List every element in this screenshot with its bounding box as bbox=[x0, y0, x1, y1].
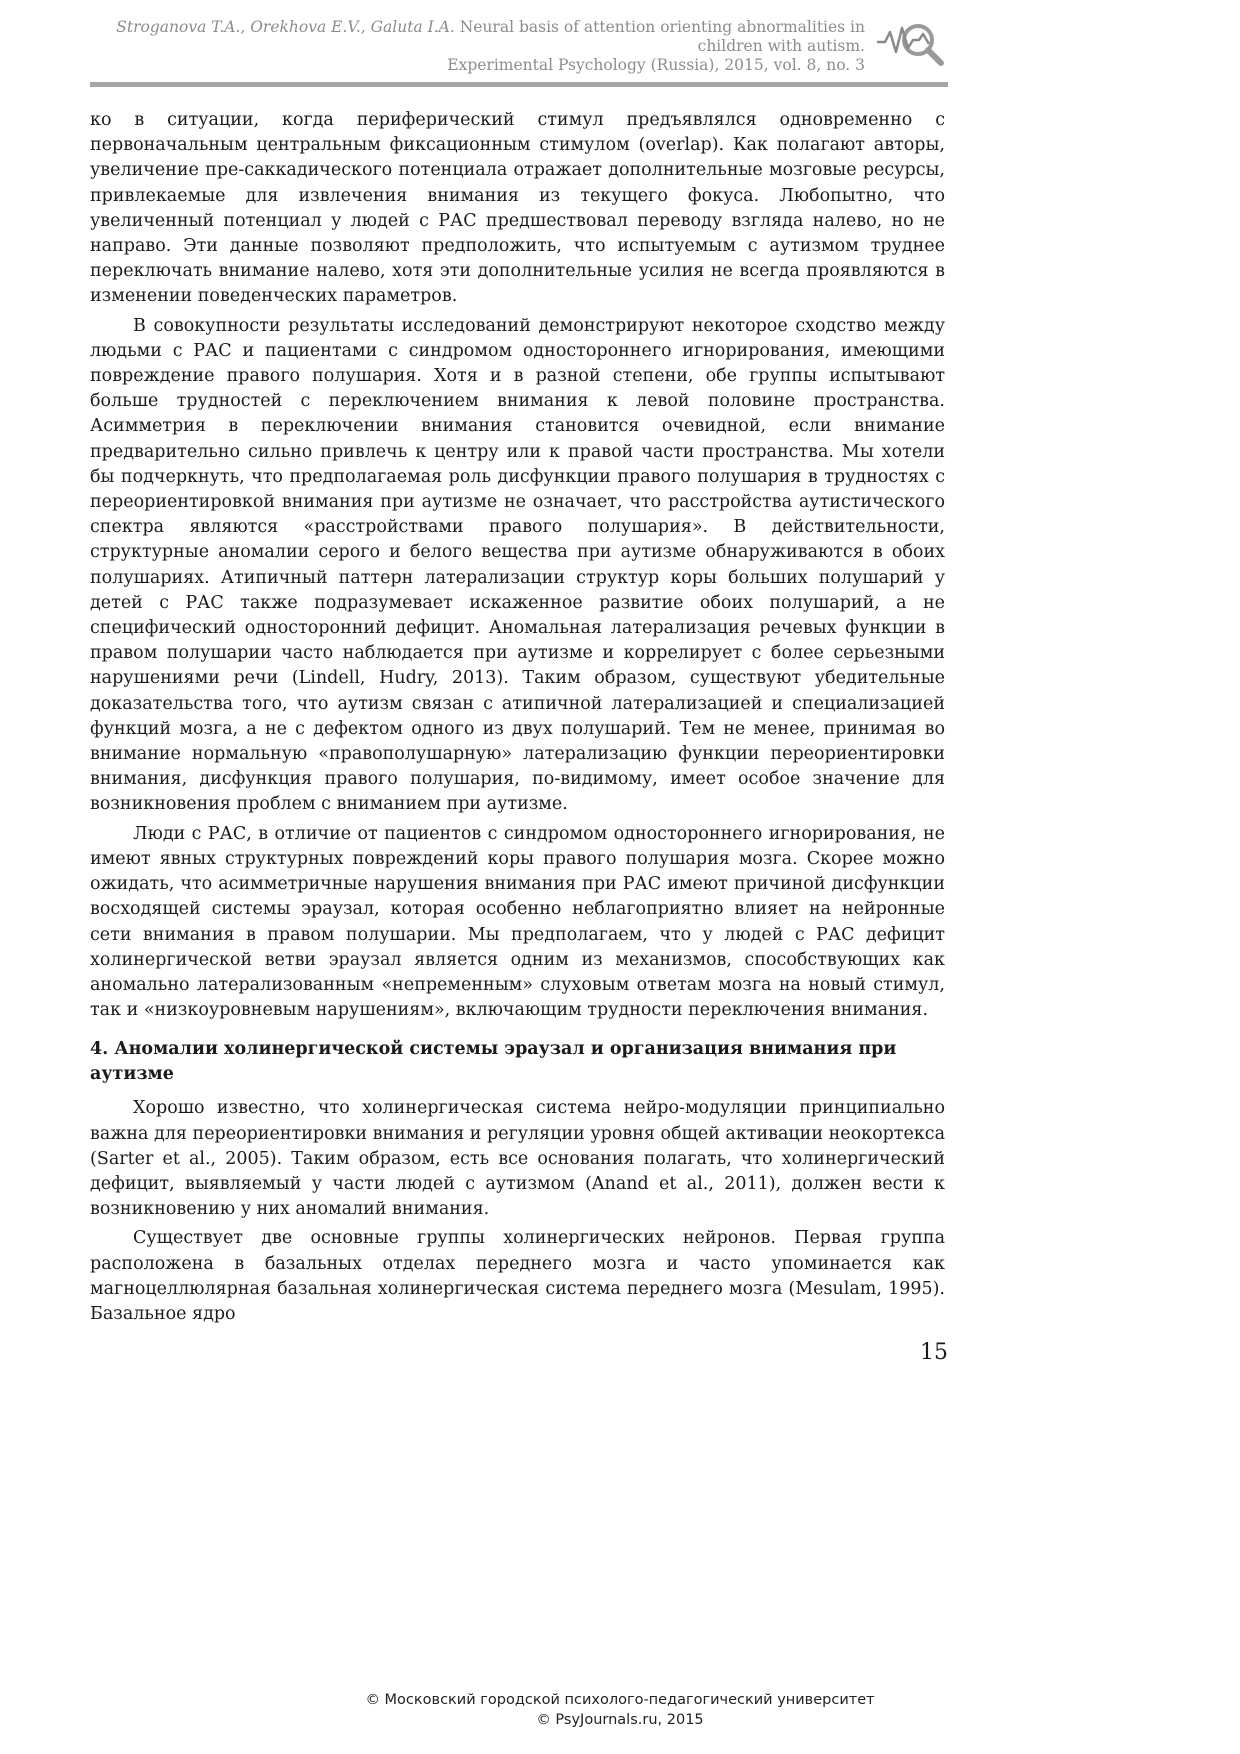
header-journal: Experimental Psychology (Russia), 2015, vol. 8, no. 3 bbox=[447, 56, 865, 74]
paragraph: Существует две основные группы холинергических нейронов. Первая группа расположена в базальных отделах переднего мозга и часто упоминается как магноцеллюлярная базальная холинергическая система переднего мозга (Mesulam, 1995). Базальное ядро bbox=[90, 1228, 945, 1324]
paragraph: В совокупности результаты исследований демонстрируют некоторое сходство между людьми с РАС и пациентами с синдромом одностороннего игнорирования, имеющими повреждение правого полушария. Хотя и в разной степени, обе группы испытывают больше трудностей с переключением внимания к левой половине пространства. Асимметрия в переключении внимания становится очевидной, если внимание предварительно сильно привлечь к центру или к правой части пространства. Мы хотели бы подчеркнуть, что предполагаемая роль дисфункции правого полушария в трудностях с переориентировкой внимания при аутизме не означает, что расстройства аутистического спектра являются «расстройствами правого полушария». В действительности, структурные аномалии серого и белого вещества при аутизме обнаруживаются в обоих полушариях. Атипичный паттерн латерализации структур коры больших полушарий у детей с РАС также подразумевает искаженное развитие обоих полушарий, а не специфический односторонний дефицит. Аномальная латерализация речевых функции в правом полушарии часто наблюдается при аутизме и коррелирует с более серьезными нарушениями речи (Lindell, Hudry, 2013). Таким образом, существуют убедительные доказательства того, что аутизм связан с атипичной латерализацией и специализацией функций мозга, а не с дефектом одного из двух полушарий. Тем не менее, принимая во внимание нормальную «правополушарную» латерализацию функции переориентировки внимания, дисфункция правого полушария, по-видимому, имеет особое значение для возникновения проблем с вниманием при аутизме. bbox=[90, 315, 945, 815]
section-heading: 4. Аномалии холинергической системы эраузал и организация внимания при аутизме bbox=[90, 1039, 897, 1085]
paragraph: ко в ситуации, когда периферический стимул предъявлялся одновременно с первоначальным центральным фиксационным стимулом (overlap). Как полагают авторы, увеличение пре-саккадического потенциала отражает дополнительные мозговые ресурсы, привлекаемые для извлечения внимания из текущего фокуса. Любопытно, что увеличенный потенциал у людей с РАС предшествовал переводу взгляда налево, но не направо. Эти данные позволяют предположить, что испытуемым с аутизмом труднее переключать внимание налево, хотя эти дополнительные усилия не всегда проявляются в изменении поведенческих параметров. bbox=[90, 110, 945, 307]
paragraph: Хорошо известно, что холинергическая система нейро-модуляции принципиально важна для переориентировки внимания и регуляции уровня общей активации неокортекса (Sarter et al., 2005). Таким образом, есть все основания полагать, что холинергический дефицит, выявляемый у части людей с аутизмом (Anand et al., 2011), должен вести к возникновению у них аномалий внимания. bbox=[90, 1098, 946, 1220]
paragraph: Люди с РАС, в отличие от пациентов с синдромом одностороннего игнорирования, не имеют явных структурных повреждений коры правого полушария мозга. Скорее можно ожидать, что асимметричные нарушения внимания при РАС имеют причиной дисфункции восходящей системы эраузал, которая особенно неблагоприятно влияет на нейронные сети внимания в правом полушарии. Мы предполагаем, что у людей с РАС дефицит холинергической ветви эраузал является одним из механизмов, способствующих как аномально латерализованным «непременным» слуховым ответам мозга на новый стимул, так и «низкоуровневым нарушениям», включающим трудности переключения внимания. bbox=[90, 823, 945, 1021]
article-body bbox=[90, 108, 945, 1331]
footer bbox=[0, 1690, 1240, 1730]
page-number: 15 bbox=[920, 1340, 948, 1365]
running-header bbox=[90, 18, 865, 75]
footer-copyright-psyjournals: © PsyJournals.ru, 2015 bbox=[536, 1712, 704, 1728]
header-rule bbox=[90, 82, 948, 87]
journal-logo-icon bbox=[875, 20, 947, 68]
header-authors: Stroganova T.A., Orekhova E.V., Galuta I.A. bbox=[116, 18, 455, 36]
footer-copyright-university: © Московский городской психолого-педагогический университет bbox=[365, 1692, 875, 1708]
header-title: Neural basis of attention orienting abnormalities in children with autism. bbox=[459, 18, 865, 55]
